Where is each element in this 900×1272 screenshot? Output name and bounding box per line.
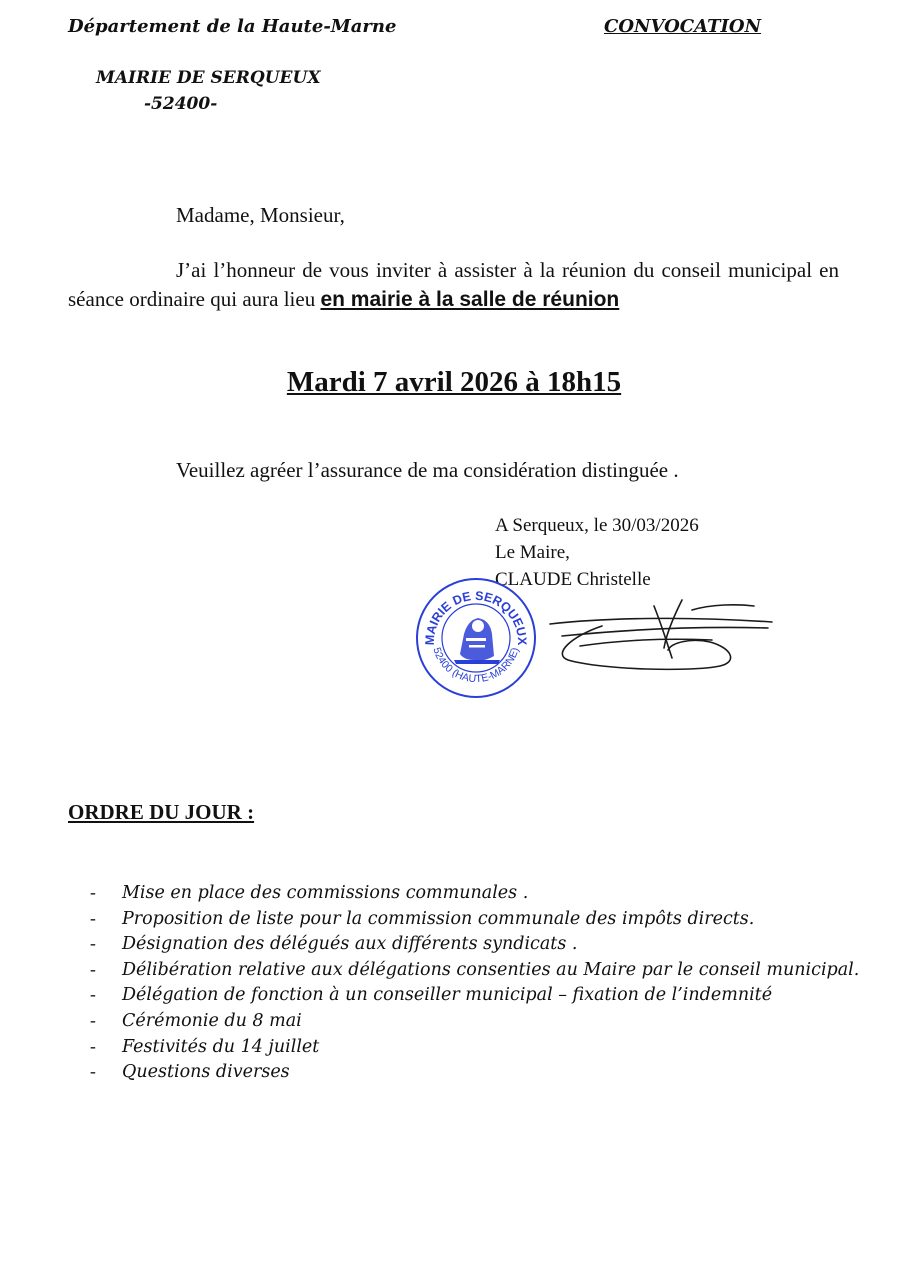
agenda-item: - Questions diverses [90, 1061, 290, 1083]
marianne-emblem-icon [454, 618, 500, 664]
closing-formula: Veuillez agréer l’assurance de ma considération distinguée . [176, 458, 679, 482]
mairie-stamp [414, 576, 538, 700]
mairie-name: MAIRIE DE SERQUEUX [96, 68, 321, 88]
postal-code: -52400- [144, 94, 218, 114]
stamp-top-text: MAIRIE DE SERQUEUX [422, 588, 530, 646]
signatory-name: CLAUDE Christelle [495, 569, 651, 590]
agenda-title: ORDRE DU JOUR : [68, 800, 255, 824]
department-header: Département de la Haute-Marne [68, 16, 397, 37]
invitation-paragraph [68, 256, 839, 314]
meeting-location: en mairie à la salle de réunion [320, 288, 620, 311]
signatory-role: Le Maire, [495, 542, 570, 563]
agenda-item: - Proposition de liste pour la commission communale des impôts directs. [90, 907, 755, 929]
agenda-item: - Délibération relative aux délégations consenties au Maire par le conseil municipal. [90, 958, 860, 980]
document-type-title: CONVOCATION [604, 16, 762, 37]
agenda-list [90, 880, 870, 1085]
agenda-item: - Festivités du 14 juillet [90, 1035, 320, 1057]
agenda-item: - Mise en place des commissions communales . [90, 882, 529, 903]
stamp-bottom-text: 52400 (HAUTE-MARNE) [430, 645, 522, 686]
handwritten-signature [542, 596, 778, 678]
invitation-text: J’ai l’honneur de vous inviter à assister à la réunion du conseil municipal en séance ordinaire qui aura lieu [68, 258, 839, 311]
salutation: Madame, Monsieur, [176, 203, 345, 227]
place-and-date: A Serqueux, le 30/03/2026 [495, 515, 699, 536]
agenda-item: - Cérémonie du 8 mai [90, 1009, 302, 1031]
meeting-date: Mardi 7 avril 2026 à 18h15 [286, 366, 622, 398]
agenda-item: - Délégation de fonction à un conseiller municipal – fixation de l’indemnité [90, 984, 773, 1006]
agenda-item: - Désignation des délégués aux différents syndicats . [90, 933, 578, 955]
